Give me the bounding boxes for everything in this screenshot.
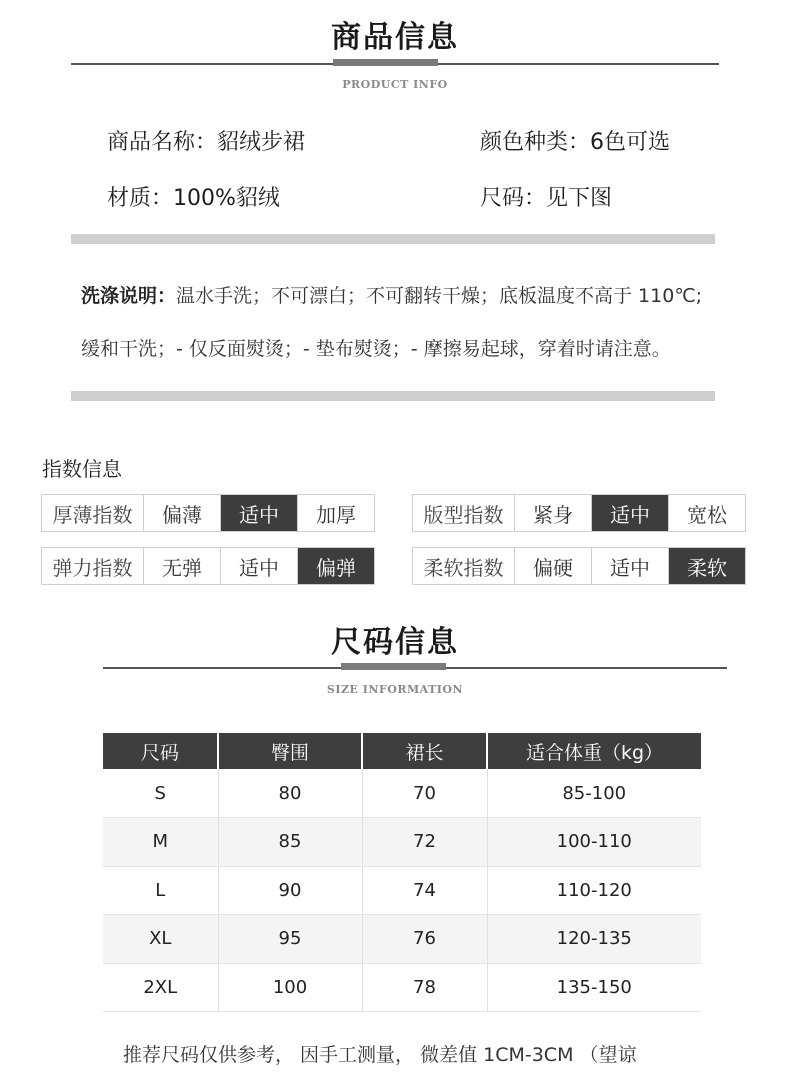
table-cell: S: [103, 769, 218, 818]
index-option-selected: 柔软: [668, 548, 745, 584]
size-table-header: [103, 733, 701, 769]
table-row: [103, 818, 701, 867]
index-option: 宽松: [668, 495, 745, 531]
index-option-selected: 偏弹: [297, 548, 374, 584]
table-cell: 78: [362, 963, 487, 1012]
table-cell: XL: [103, 915, 218, 964]
product-name: 商品名称：貂绒步裙: [107, 130, 306, 155]
table-row: [103, 769, 701, 818]
index-option: 偏薄: [143, 495, 220, 531]
index-row-elasticity: [41, 547, 375, 585]
table-cell: 85-100: [487, 769, 701, 818]
divider-bar-top: [71, 234, 715, 244]
washing-text-1: 温水手洗；不可漂白；不可翻转干燥；底板温度不高于 110℃;: [176, 285, 703, 307]
index-option-selected: 适中: [220, 495, 297, 531]
size-col-header: 裙长: [362, 733, 487, 769]
size-col-header: 臀围: [218, 733, 362, 769]
table-cell: L: [103, 866, 218, 915]
size-table: [103, 733, 701, 1012]
product-colors: 颜色种类：6色可选: [480, 130, 670, 155]
table-cell: M: [103, 818, 218, 867]
washing-label: 洗涤说明：: [81, 285, 177, 307]
table-cell: 120-135: [487, 915, 701, 964]
index-option: 加厚: [297, 495, 374, 531]
index-option: 无弹: [143, 548, 220, 584]
washing-text-2: 缓和干洗；- 仅反面熨烫；- 垫布熨烫；- 摩擦易起球，穿着时请注意。: [81, 338, 671, 360]
index-option: 紧身: [514, 495, 591, 531]
size-col-header: 适合体重（kg）: [487, 733, 701, 769]
table-cell: 100: [218, 963, 362, 1012]
index-row-softness: [412, 547, 746, 585]
washing-line-2: [81, 334, 671, 361]
index-option: 适中: [591, 548, 668, 584]
index-label: 柔软指数: [423, 555, 504, 580]
product-size: 尺码：见下图: [480, 186, 613, 211]
index-option: 偏硬: [514, 548, 591, 584]
table-cell: 110-120: [487, 866, 701, 915]
table-cell: 95: [218, 915, 362, 964]
table-cell: 72: [362, 818, 487, 867]
divider-bar-bottom: [71, 391, 715, 401]
size-section-title: 尺码信息: [331, 625, 459, 660]
index-row-thickness: [41, 494, 375, 532]
product-title-rule-tab: [333, 59, 438, 66]
table-cell: 76: [362, 915, 487, 964]
product-section-title: 商品信息: [331, 20, 459, 55]
table-cell: 74: [362, 866, 487, 915]
index-option-selected: 适中: [591, 495, 668, 531]
index-label: 版型指数: [423, 502, 504, 527]
index-option: 适中: [220, 548, 297, 584]
table-row: [103, 963, 701, 1012]
table-row: [103, 915, 701, 964]
table-cell: 85: [218, 818, 362, 867]
washing-line-1: [81, 281, 702, 308]
size-title-rule-tab: [341, 663, 446, 670]
table-cell: 70: [362, 769, 487, 818]
product-section-subtitle: PRODUCT INFO: [342, 78, 448, 91]
index-row-fit: [412, 494, 746, 532]
index-label: 弹力指数: [52, 555, 133, 580]
size-note: 推荐尺码仅供参考， 因手工测量， 微差值 1CM-3CM （望谅: [123, 1044, 637, 1066]
table-cell: 80: [218, 769, 362, 818]
table-cell: 90: [218, 866, 362, 915]
index-section-title: 指数信息: [42, 457, 122, 481]
table-cell: 135-150: [487, 963, 701, 1012]
table-cell: 2XL: [103, 963, 218, 1012]
product-material: 材质：100%貂绒: [107, 186, 280, 211]
index-label: 厚薄指数: [52, 502, 133, 527]
table-cell: 100-110: [487, 818, 701, 867]
size-col-header: 尺码: [103, 733, 218, 769]
table-row: [103, 866, 701, 915]
size-section-subtitle: SIZE INFORMATION: [326, 683, 464, 696]
